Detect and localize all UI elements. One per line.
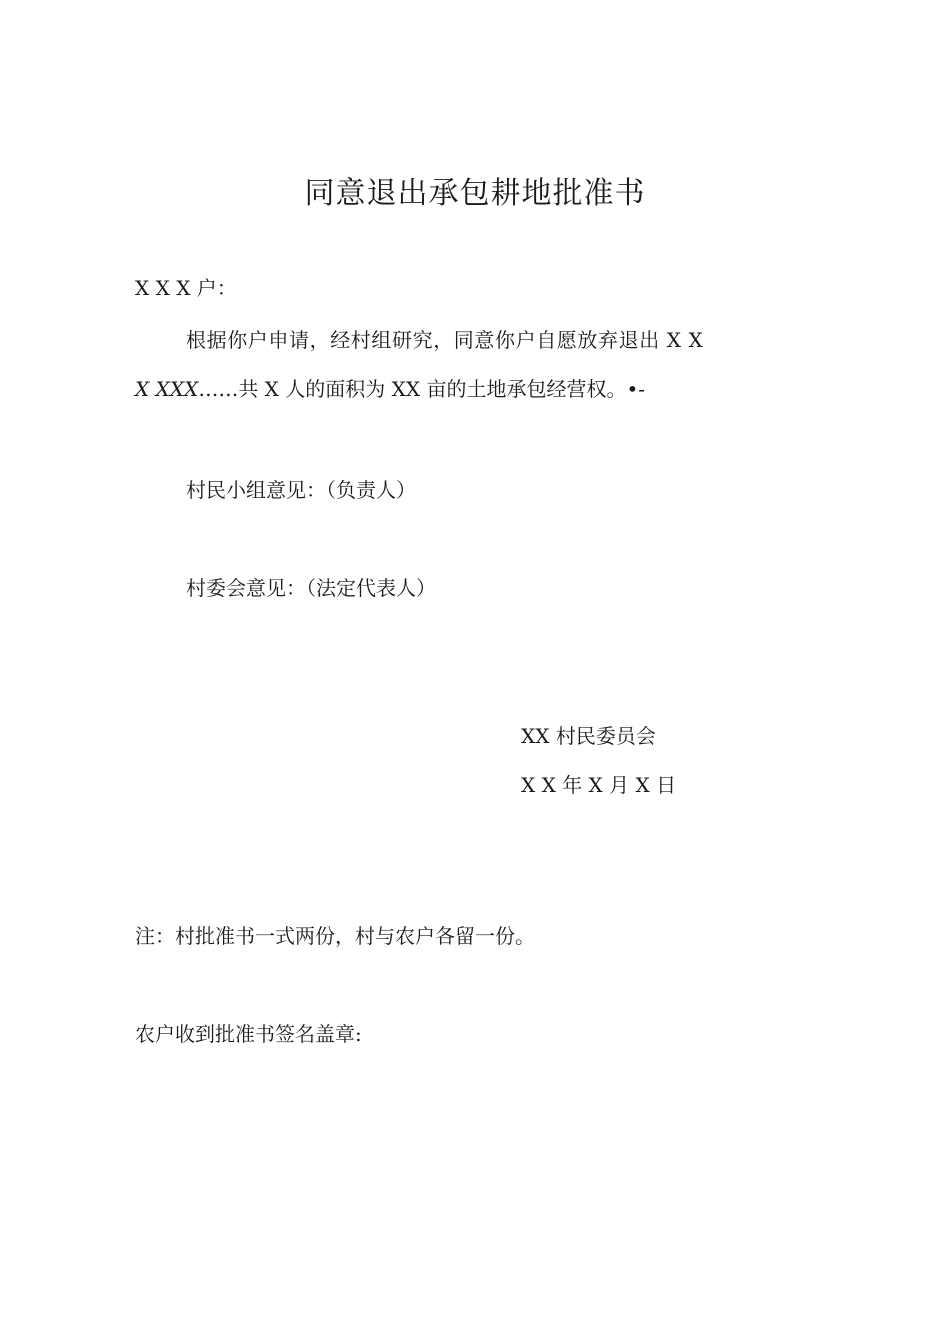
body-paragraph-line-2 xyxy=(135,373,645,402)
village-group-opinion: 村民小组意见：（负责人） xyxy=(186,478,416,502)
addressee-line: X X X 户： xyxy=(135,276,237,300)
committee-opinion: 村委会意见：（法定代表人） xyxy=(186,576,436,600)
receipt-signature-line: 农户收到批准书签名盖章: xyxy=(135,1022,362,1046)
body-line-2-rest: ……共 X 人的面积为 XX 亩的土地承包经营权。•- xyxy=(198,377,646,401)
signature-date: X X 年 X 月 X 日 xyxy=(521,773,677,797)
footnote: 注：村批准书一式两份，村与农户各留一份。 xyxy=(135,924,535,948)
body-paragraph-line-1: 根据你户申请，经村组研究，同意你户自愿放弃退出 X X xyxy=(186,328,704,352)
signature-org: XX 村民委员会 xyxy=(521,724,656,748)
body-line-2-italic: X XXX xyxy=(135,377,199,401)
document-title: 同意退出承包耕地批准书 xyxy=(304,176,646,211)
